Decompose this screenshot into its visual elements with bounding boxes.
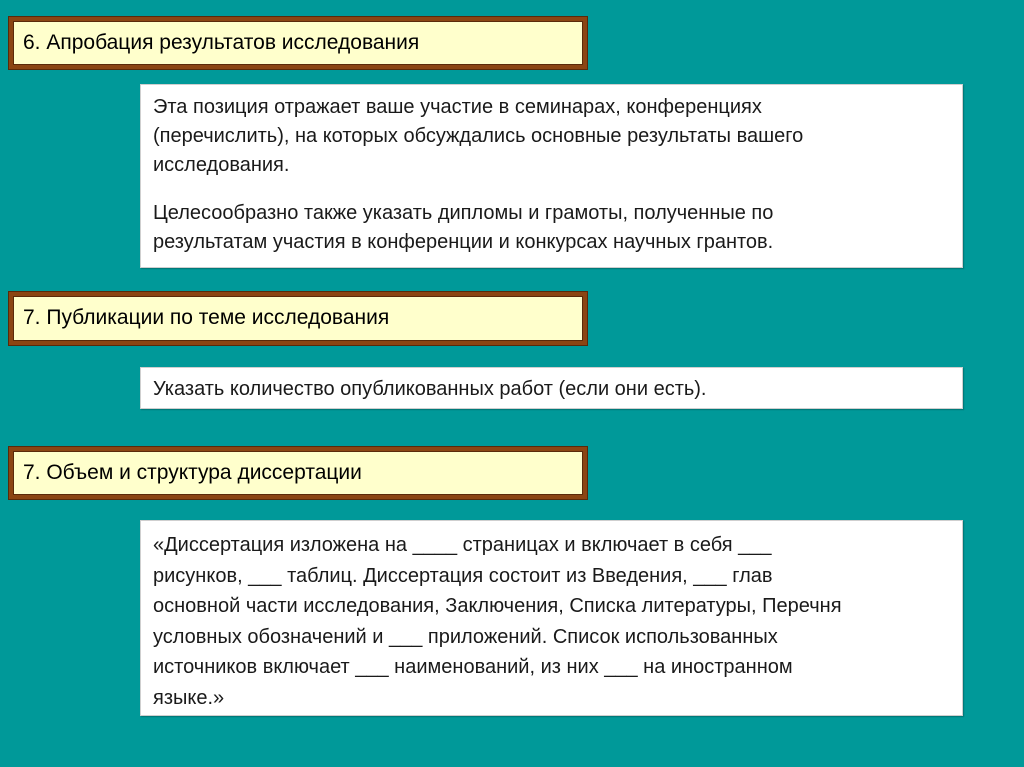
section-6-heading-text: 6. Апробация результатов исследования — [23, 31, 420, 54]
section-7-publications-heading — [9, 292, 587, 345]
section-7-structure-text-box — [140, 520, 963, 716]
section-7-structure-line: основной части исследования, Заключения, Списка литературы, Перечня — [153, 595, 842, 617]
section-7-structure-heading-text: 7. Объем и структура диссертации — [23, 461, 362, 484]
section-7-publications-text-box — [140, 367, 963, 409]
section-6-heading — [9, 17, 587, 69]
section-7-structure-line: языке.» — [153, 686, 225, 709]
section-6-line: результатам участия в конференции и конкурсах научных грантов. — [153, 231, 774, 253]
section-7-publications-heading-text: 7. Публикации по теме исследования — [23, 306, 390, 329]
section-7-structure-line: источников включает ___ наименований, из них ___ на иностранном — [153, 656, 793, 678]
section-7-structure-heading — [9, 447, 587, 499]
section-6-line: (перечислить), на которых обсуждались основные результаты вашего — [153, 125, 804, 147]
section-7-structure-line: рисунков, ___ таблиц. Диссертация состоит из Введения, ___ глав — [153, 564, 773, 587]
section-7-structure-line: условных обозначений и ___ приложений. Список использованных — [153, 625, 778, 648]
section-6-line: исследования. — [153, 154, 290, 176]
section-6-line: Целесообразно также указать дипломы и грамоты, полученные по — [153, 202, 774, 224]
section-7-publications-line: Указать количество опубликованных работ (если они есть). — [153, 378, 707, 400]
section-7-structure-line: «Диссертация изложена на ____ страницах и включает в себя ___ — [153, 534, 772, 556]
section-6-text-box — [140, 84, 963, 268]
section-6-line: Эта позиция отражает ваше участие в семинарах, конференциях — [153, 96, 762, 118]
